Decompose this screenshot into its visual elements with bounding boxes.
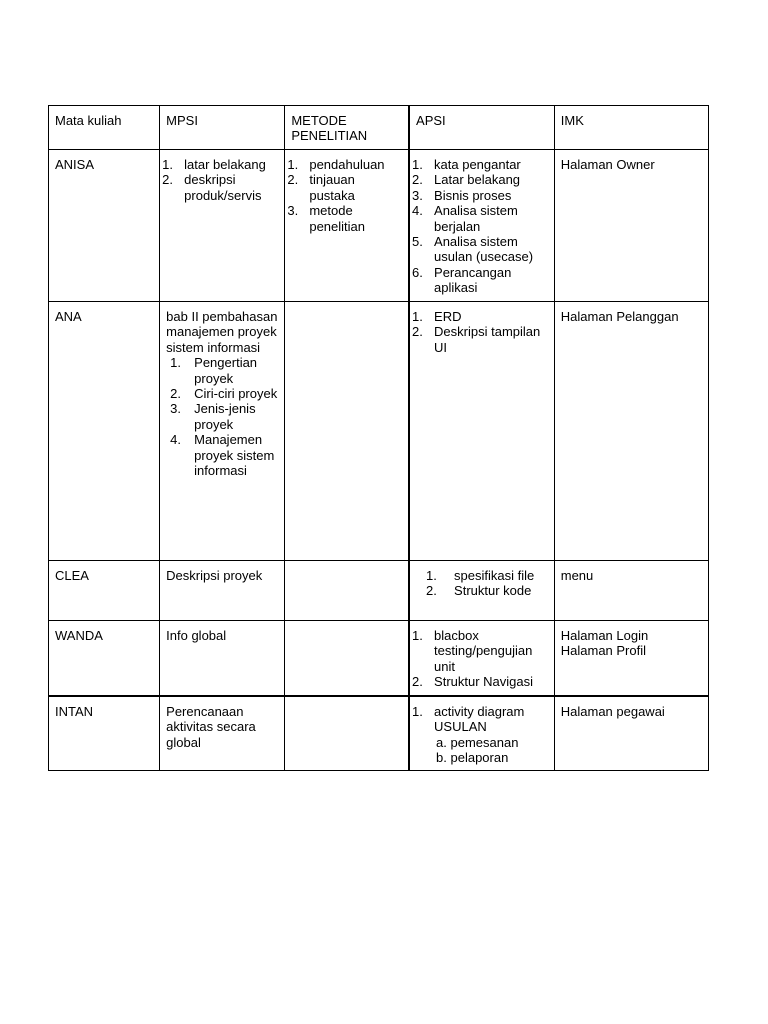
- table-row: [49, 561, 709, 621]
- imk-cell: Halaman Pelanggan: [554, 302, 708, 561]
- list-item: 5. Analisa sistem usulan (usecase): [412, 234, 534, 265]
- list-item: 3. Bisnis proses: [412, 187, 512, 203]
- metode-cell: [285, 150, 409, 302]
- mpsi-cell: Info global: [160, 621, 285, 697]
- header-cell: Mata kuliah: [49, 106, 160, 150]
- sub-list-item: a. pemesanan: [436, 734, 519, 750]
- table-row: [49, 150, 709, 302]
- apsi-cell: [409, 150, 554, 302]
- table-row: [49, 696, 709, 771]
- list-item: 1. ERD: [412, 309, 462, 324]
- metode-cell: [285, 621, 409, 697]
- table-header-row: [49, 106, 709, 150]
- metode-cell: [285, 696, 409, 771]
- list-item: 2. Ciri-ciri proyek: [170, 386, 278, 402]
- list-item: 2. Struktur Navigasi: [412, 674, 534, 690]
- student-name: ANA: [49, 302, 160, 561]
- list-item: 2. Latar belakang: [412, 172, 521, 188]
- list-item: 1. Pengertian proyek: [170, 355, 258, 386]
- imk-cell: Halaman Owner: [554, 150, 708, 302]
- list-item: 1. activity diagram USULAN: [412, 704, 525, 735]
- list-item: 1. latar belakang: [162, 157, 266, 172]
- mpsi-cell: Perencanaan aktivitas secara global: [160, 696, 285, 771]
- apsi-cell: [409, 561, 554, 621]
- numbered-list: [287, 157, 402, 234]
- list-item: 6. Perancangan aplikasi: [412, 264, 512, 296]
- list-item: 2. Struktur kode: [426, 583, 532, 599]
- numbered-list: [412, 628, 548, 690]
- mpsi-intro: bab II pembahasan manajemen proyek sistem informasi: [166, 309, 278, 355]
- header-cell: METODE PENELITIAN: [285, 106, 409, 150]
- apsi-cell: [409, 302, 554, 561]
- mpsi-cell: Deskripsi proyek: [160, 561, 285, 621]
- header-cell: MPSI: [160, 106, 285, 150]
- list-item: 4. Analisa sistem berjalan: [412, 203, 518, 234]
- header-cell: APSI: [409, 106, 554, 150]
- metode-cell: [285, 561, 409, 621]
- table-row: [49, 621, 709, 697]
- list-item: 1. spesifikasi file: [426, 568, 535, 583]
- student-name: ANISA: [49, 150, 160, 302]
- student-name: INTAN: [49, 696, 160, 771]
- imk-cell: [554, 621, 708, 697]
- apsi-cell: [409, 621, 554, 697]
- header-cell: IMK: [554, 106, 708, 150]
- metode-cell: [285, 302, 409, 561]
- imk-line: Halaman Login: [560, 628, 649, 643]
- mpsi-cell: [160, 150, 285, 302]
- numbered-list: [412, 309, 548, 355]
- list-item: 1. pendahuluan: [287, 157, 385, 172]
- numbered-list: [166, 355, 278, 478]
- list-item: 2. deskripsi produk/servis: [162, 172, 262, 203]
- list-item: 1. blacbox testing/pengujian unit: [412, 628, 533, 674]
- apsi-cell: [409, 696, 554, 771]
- numbered-list: [412, 157, 548, 296]
- list-item: 3. Jenis-jenis proyek: [170, 401, 256, 432]
- imk-line: Halaman Profil: [560, 643, 647, 659]
- imk-cell: menu: [554, 561, 708, 621]
- numbered-list: [416, 568, 548, 599]
- sub-list-item: b. pelaporan: [436, 750, 509, 766]
- imk-cell: Halaman pegawai: [554, 696, 708, 771]
- list-item: 2. tinjauan pustaka: [287, 172, 355, 203]
- list-item: 3. metode penelitian: [287, 203, 365, 234]
- student-name: WANDA: [49, 621, 160, 697]
- table-row: [49, 302, 709, 561]
- student-name: CLEA: [49, 561, 160, 621]
- list-item: 4. Manajemen proyek sistem informasi: [170, 432, 275, 479]
- list-item: 2. Deskripsi tampilan UI: [412, 324, 541, 355]
- list-item: 1. kata pengantar: [412, 157, 521, 172]
- course-assignment-table: [48, 105, 709, 771]
- numbered-list: [162, 157, 278, 203]
- mpsi-cell: [160, 302, 285, 561]
